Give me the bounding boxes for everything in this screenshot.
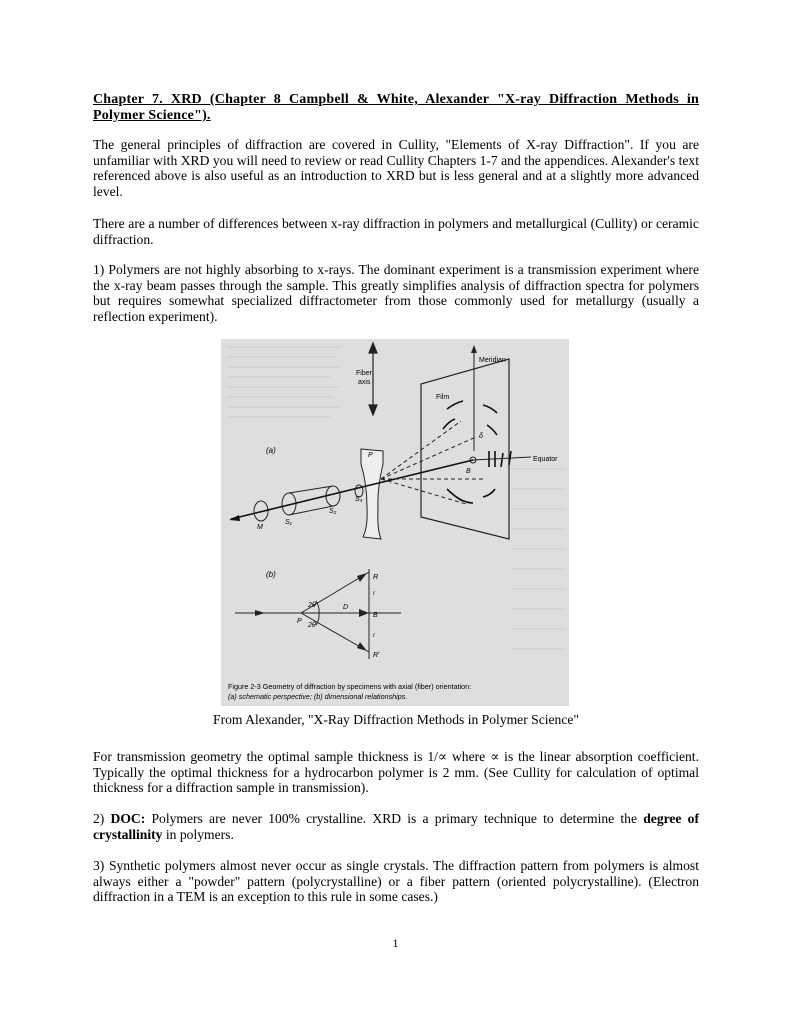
paragraph-point-1: 1) Polymers are not highly absorbing to x-rays. The dominant experiment is a transmission experiment where the x-ray beam passes through the sample. This greatly simplifies analysis of diffraction spectra for polymers but requires somewhat specialized diffractometer from those commonly used for metallurgy (usually a reflection experiment). [93,262,699,324]
s1-label: S₁ [285,519,292,526]
figure-caption-line2: (a) schematic perspective; (b) dimensional relationships. [228,692,408,701]
part-b-label: (b) [266,570,276,579]
paragraph-differences: There are a number of differences between x-ray diffraction in polymers and metallurgical (Cullity) or ceramic diffraction. [93,216,699,247]
paragraph-intro: The general principles of diffraction are covered in Cullity, "Elements of X-ray Diffraction". If you are unfamiliar with XRD you will need to review or read Cullity Chapters 1-7 and the appendices. Alexander's text referenced above is also useful as an introduction to XRD but is less general and at a slightly more advanced level. [93,137,699,199]
crystallinity-term: degree of crystallinity [93,811,699,842]
equator-label: Equator [533,456,558,463]
film-label: Film [436,394,450,401]
paragraph-point-2 [93,811,699,842]
r-upper-label: R [373,574,379,581]
s2-label: S₂ [329,508,337,515]
chapter-title: Chapter 7. XRD (Chapter 8 Campbell & White, Alexander "X-ray Diffraction Methods in Polymer Science"). [93,92,699,123]
fiber-label: Fiber [356,370,372,377]
figure-caption-line1: Figure 2-3 Geometry of diffraction by specimens with axial (fiber) orientation: [228,682,472,691]
s3-label: S₃ [355,496,363,503]
point-2-text-1: Polymers are never 100% crystalline. XRD is a primary technique to determine the [145,811,644,826]
b-label: B [466,468,471,475]
sample-p-label: P [368,452,373,459]
b-b-label: B [373,612,378,619]
meridian-label: Meridian [479,357,506,364]
figure-source-caption: From Alexander, "X-Ray Diffraction Methods in Polymer Science" [213,712,579,727]
delta-label: δ [479,433,483,440]
paragraph-point-3: 3) Synthetic polymers almost never occur as single crystals. The diffraction pattern from polymers is almost always either a "powder" pattern (polycrystalline) or a fiber pattern (oriented polycrystalline). (Electron diffraction in a TEM is an exception to this rule in some cases.) [93,858,699,905]
r-small-lower-label: r [373,633,375,639]
part-a-label: (a) [266,446,276,455]
axis-label: axis [358,379,371,386]
page-number: 1 [392,936,399,950]
d-label: D [343,604,349,611]
doc-term: DOC: [110,811,146,826]
r-prime-label: R′ [373,652,380,659]
m-label: M [257,524,263,531]
diffraction-figure [221,339,569,706]
two-theta-upper-label: 2θ [308,602,316,609]
p-b-label: P [297,618,302,625]
point-2-number: 2) [93,811,111,826]
point-2-text-2: in polymers. [162,826,234,842]
paragraph-thickness: For transmission geometry the optimal sample thickness is 1/∝ where ∝ is the linear absorption coefficient. Typically the optimal thickness for a hydrocarbon polymer is 2 mm. (See Cullity for calculation of optimal thickness for a diffraction sample in transmission). [93,749,699,796]
fiber-diffraction-diagram [221,339,569,706]
r-small-upper-label: r [373,591,375,597]
two-theta-lower-label: 2θ [308,622,316,629]
